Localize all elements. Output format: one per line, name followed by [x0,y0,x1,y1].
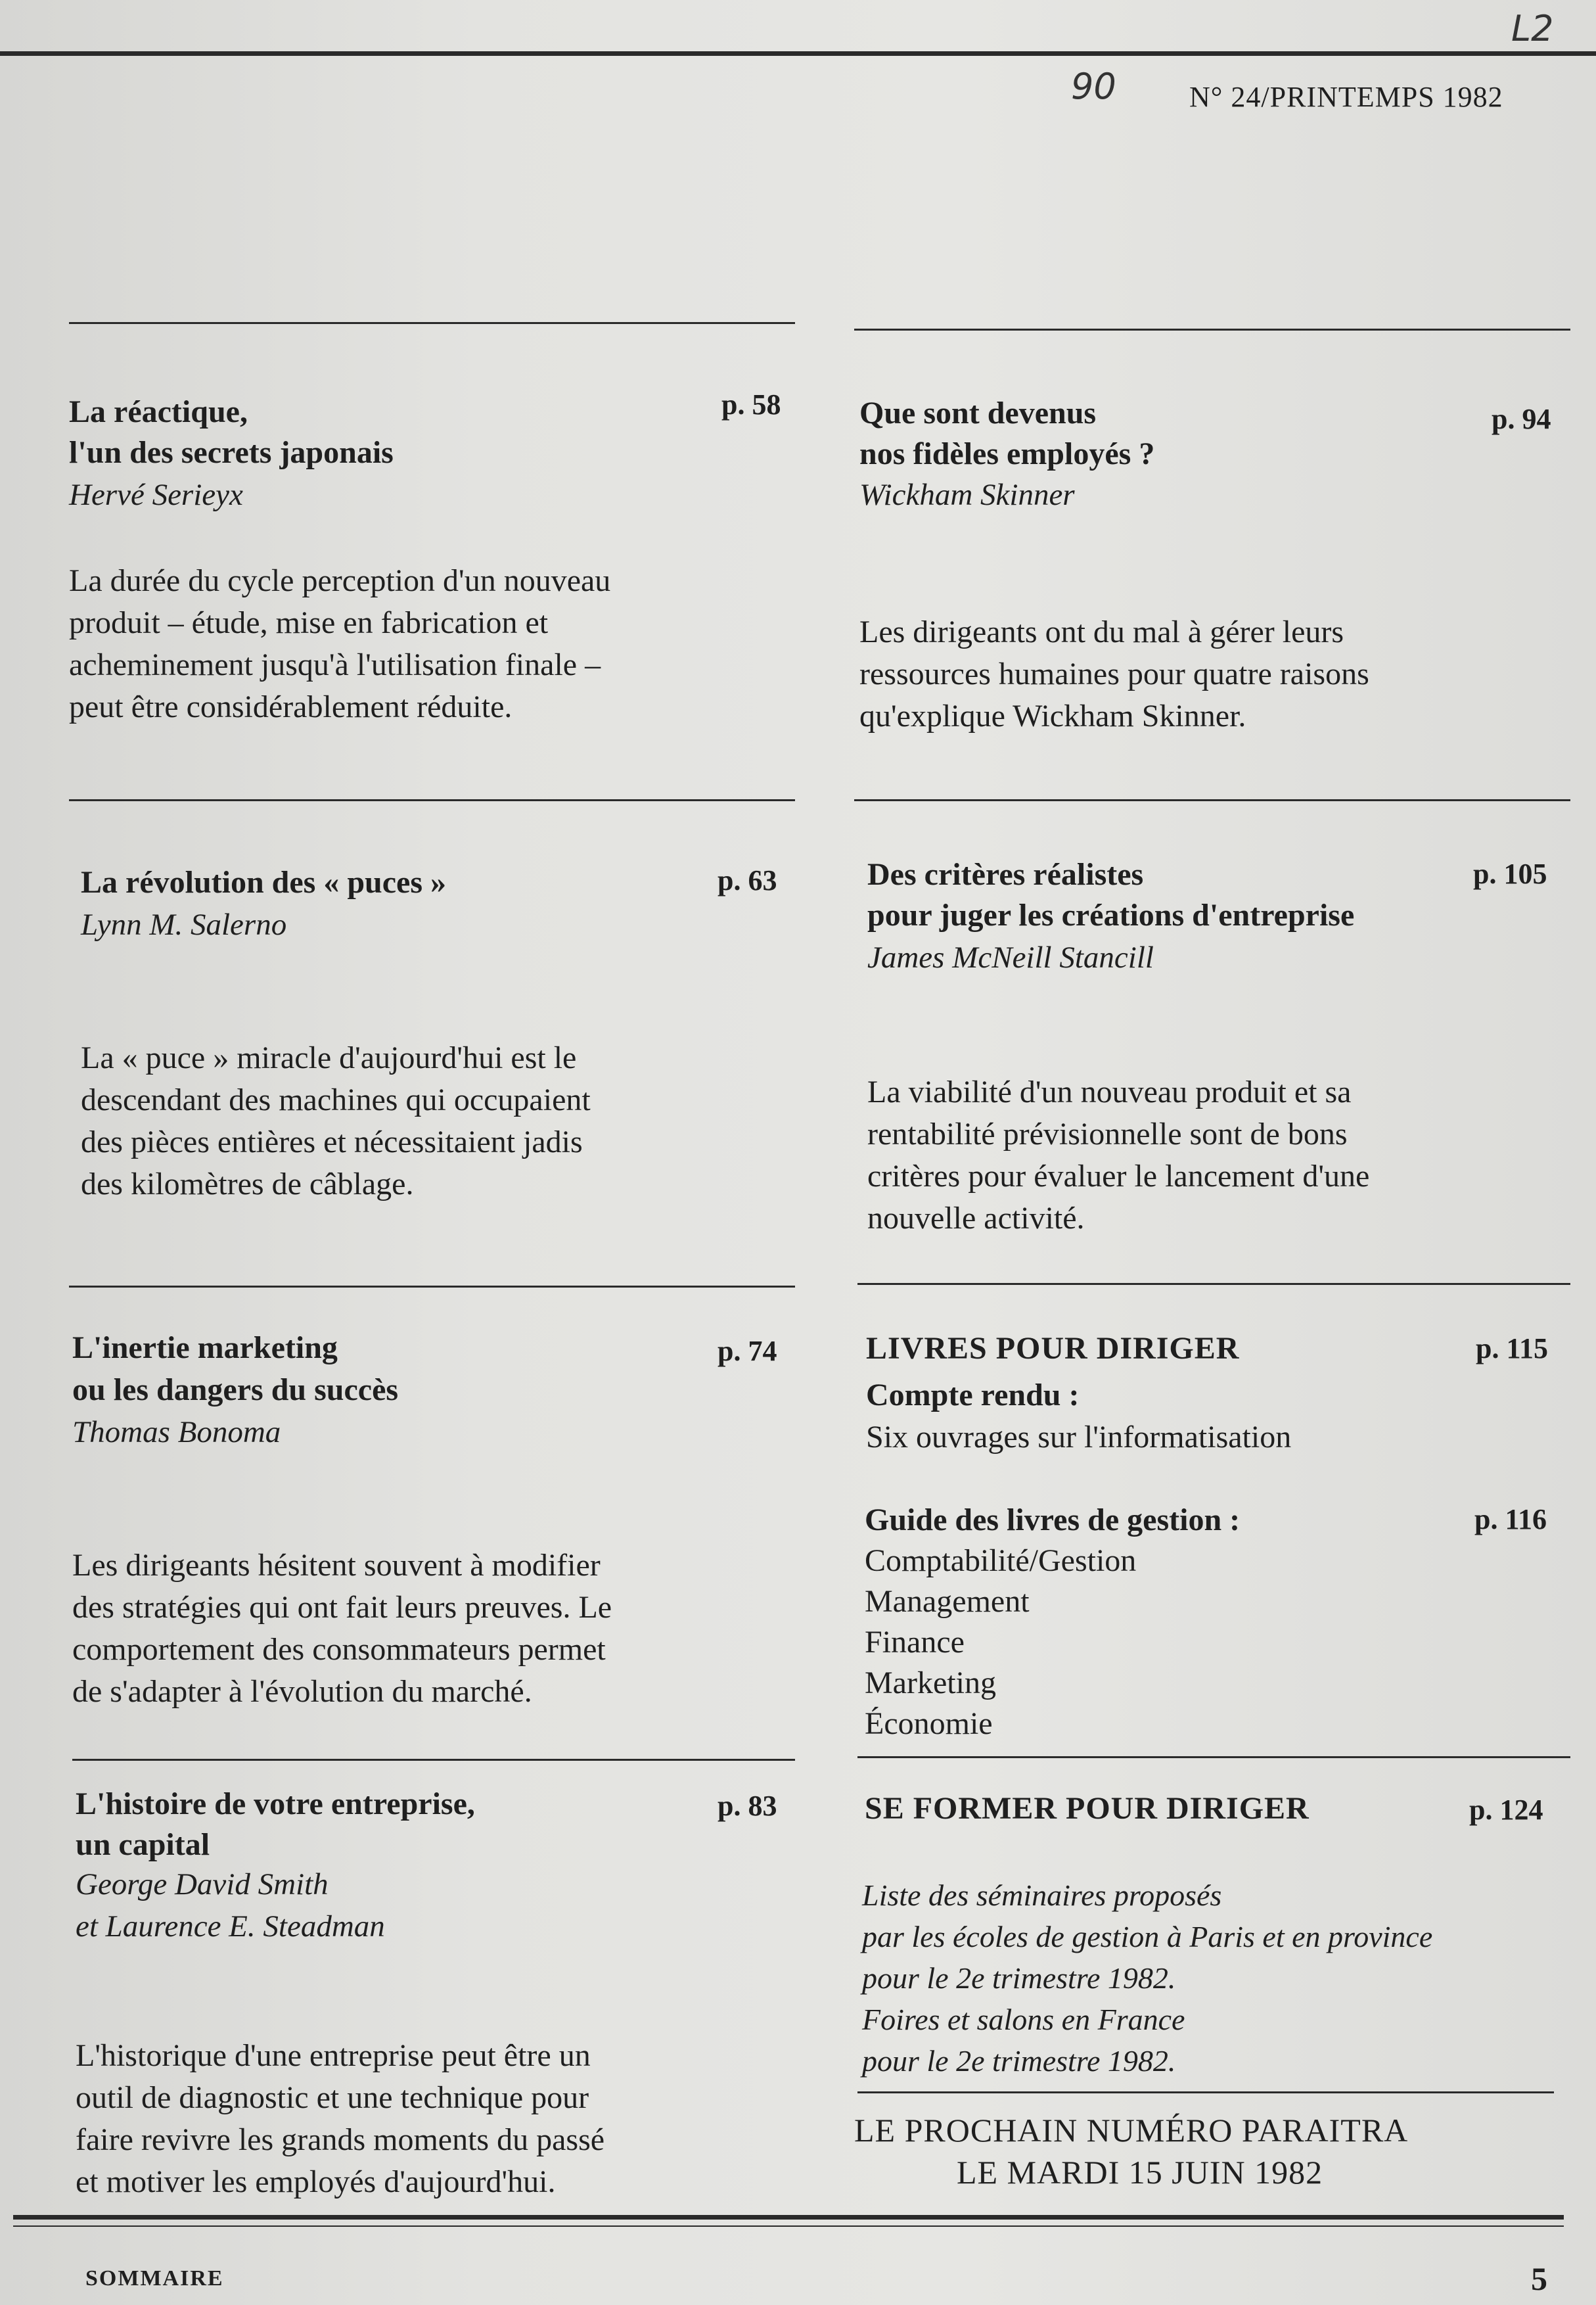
article-author: Lynn M. Salerno [81,908,287,942]
divider [854,799,1570,801]
article-title: L'inertie marketing [72,1330,338,1365]
list-item: Comptabilité/Gestion [865,1543,1137,1578]
training-heading: SE FORMER POUR DIRIGER [865,1791,1310,1826]
left-column-top-rule [69,322,795,324]
article-summary: Les dirigeants hésitent souvent à modifier des stratégies qui ont fait leurs preuves. Le comportement des consommateurs permet de s'adapter à l'évolution du marché. [72,1548,612,1709]
article-title: La réactique, [69,394,248,429]
divider [69,799,795,801]
article-summary: La « puce » miracle d'aujourd'hui est le descendant des machines qui occupaient des pièces entières et nécessitaient jadis des kilomètres de câblage. [81,1040,591,1201]
bottom-rule [13,2215,1564,2220]
footer-section-label: SOMMAIRE [85,2266,224,2291]
article-author: Thomas Bonoma [72,1415,281,1449]
books-review-text: Six ouvrages sur l'informatisation [866,1420,1292,1455]
bottom-rule-thin [13,2225,1564,2227]
list-item: Économie [865,1706,993,1741]
corner-mark: L2 [1511,8,1554,49]
page-reference: p. 105 [1473,858,1547,890]
article-author: Wickham Skinner [859,478,1075,512]
article-title: un capital [76,1827,210,1862]
page-reference: p. 63 [718,864,777,896]
article-title: ou les dangers du succès [72,1372,399,1407]
top-rule [0,51,1596,56]
article-title: Que sont devenus [859,396,1097,431]
books-heading: LIVRES POUR DIRIGER [866,1331,1240,1366]
article-title: L'histoire de votre entreprise, [76,1786,475,1821]
list-item: Finance [865,1625,965,1660]
article-title: Des critères réalistes [867,857,1144,892]
article-summary: La durée du cycle perception d'un nouveau produit – étude, mise en fabrication et acheminement jusqu'à l'utilisation finale – peut être considérablement réduite. [69,563,611,724]
list-item: Management [865,1584,1030,1619]
article-summary: La viabilité d'un nouveau produit et sa rentabilité prévisionnelle sont de bons critères pour évaluer le lancement d'une nouvelle activité. [867,1075,1370,1236]
page-reference: p. 83 [718,1790,777,1822]
books-guide-list [865,1541,1136,1744]
article-title: pour juger les créations d'entreprise [867,898,1355,933]
divider [857,1283,1570,1285]
page-reference: p. 124 [1469,1794,1543,1826]
books-review-label: Compte rendu : [866,1378,1080,1412]
article-author: James McNeill Stancill [867,941,1154,975]
divider [69,1286,795,1288]
right-column-top-rule [854,329,1570,331]
article-author: George David Smith [76,1867,329,1901]
page-reference: p. 115 [1476,1332,1549,1364]
issue-label: N° 24/PRINTEMPS 1982 [1189,81,1503,113]
divider [857,1756,1570,1758]
article-summary: Les dirigeants ont du mal à gérer leurs ressources humaines pour quatre raisons qu'explique Wickham Skinner. [859,615,1369,733]
article-summary: L'historique d'une entreprise peut être un outil de diagnostic et une technique pour faire revivre les grands moments du passé et motiver les employés d'aujourd'hui. [76,2038,605,2199]
article-title: l'un des secrets japonais [69,435,394,470]
page-reference: p. 74 [718,1335,777,1367]
divider [72,1759,795,1761]
list-item: Marketing [865,1665,996,1700]
article-author: et Laurence E. Steadman [76,1909,385,1944]
next-issue-line1: LE PROCHAIN NUMÉRO PARAITRA [854,2112,1409,2149]
page-reference: p. 58 [721,388,781,421]
article-title: nos fidèles employés ? [859,436,1155,471]
next-issue-line2: LE MARDI 15 JUIN 1982 [957,2154,1323,2191]
training-list: Liste des séminaires proposés par les écoles de gestion à Paris et en province pour le 2e trimestre 1982. Foires et salons en France pour le 2e trimestre 1982. [862,1878,1433,2078]
books-guide-label: Guide des livres de gestion : [865,1502,1241,1537]
article-author: Hervé Serieyx [69,478,243,512]
page-reference: p. 116 [1474,1503,1547,1535]
divider [857,2091,1554,2093]
page-number: 5 [1531,2260,1547,2297]
handwritten-number: 90 [1071,66,1116,107]
page-reference: p. 94 [1492,403,1551,435]
article-title: La révolution des « puces » [81,865,447,900]
